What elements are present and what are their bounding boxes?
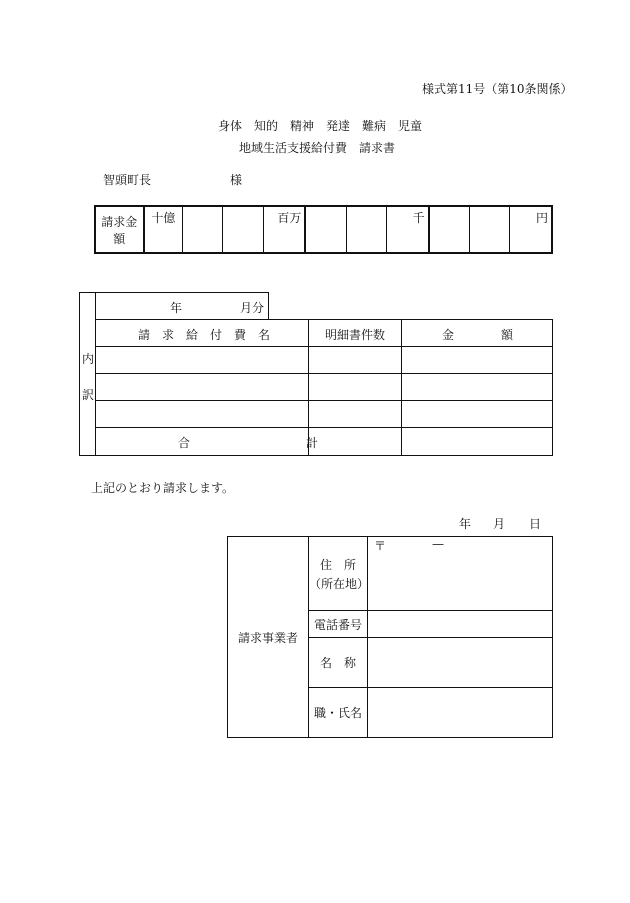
amount-digit[interactable]	[346, 206, 386, 253]
header-amount: 額	[501, 328, 514, 342]
divider	[95, 319, 553, 320]
amount-digit[interactable]	[470, 206, 510, 253]
claim-statement: 上記のとおり請求します。	[91, 481, 235, 495]
divider	[95, 292, 96, 456]
org-name-label: 名 称	[309, 638, 368, 687]
postal-dash: —	[432, 537, 444, 551]
claimant-table	[227, 536, 553, 738]
person-field[interactable]	[368, 687, 553, 737]
person-label: 職・氏名	[309, 687, 368, 737]
header-statement-count: 明細書件数	[325, 328, 386, 342]
document-title-line1: 身体 知的 精神 発達 難病 児童	[218, 119, 423, 133]
amount-digit[interactable]	[223, 206, 263, 253]
amount-digit-billions[interactable]: 十億	[144, 206, 183, 253]
total-label: 計	[306, 436, 319, 450]
date-month-label: 月	[493, 517, 506, 531]
amount-table	[94, 205, 553, 254]
phone-field[interactable]	[368, 611, 553, 638]
org-name-field[interactable]	[368, 638, 553, 687]
amount-digit-yen[interactable]: 円	[510, 206, 552, 253]
divider	[95, 346, 553, 347]
phone-label: 電話番号	[309, 611, 368, 638]
honorific: 様	[230, 173, 243, 187]
amount-digit-millions[interactable]: 百万	[263, 206, 305, 253]
breakdown-side-label: 内	[82, 352, 95, 366]
breakdown-side-label: 訳	[82, 388, 95, 402]
divider	[95, 373, 553, 374]
postal-mark: 〒	[374, 539, 387, 553]
address-label	[309, 537, 368, 611]
header-amount: 金	[442, 328, 455, 342]
claimant-label: 請求事業者	[228, 537, 309, 738]
address-label-sub: （所在地）	[309, 576, 370, 591]
amount-label: 請求金額	[95, 206, 144, 253]
header-claim-name: 請 求 給 付 費 名	[138, 328, 271, 342]
amount-digit-thousands[interactable]: 千	[387, 206, 429, 253]
divider	[95, 427, 553, 428]
amount-digit[interactable]	[183, 206, 223, 253]
amount-digit[interactable]	[429, 206, 470, 253]
period-year-label: 年	[170, 301, 183, 315]
divider	[401, 319, 402, 456]
breakdown-frame	[79, 292, 553, 456]
divider	[95, 400, 553, 401]
period-month-label: 月分	[240, 301, 265, 315]
address-label-main: 住 所	[319, 557, 356, 572]
document-title-line2: 地域生活支援給付費 請求書	[239, 141, 396, 155]
divider	[268, 292, 269, 319]
addressee: 智頭町長	[103, 173, 152, 187]
amount-digit[interactable]	[305, 206, 346, 253]
date-year-label: 年	[459, 517, 472, 531]
form-number: 様式第11号（第10条関係）	[422, 82, 573, 96]
total-label: 合	[178, 436, 191, 450]
date-day-label: 日	[529, 517, 542, 531]
address-field[interactable]	[368, 537, 553, 611]
